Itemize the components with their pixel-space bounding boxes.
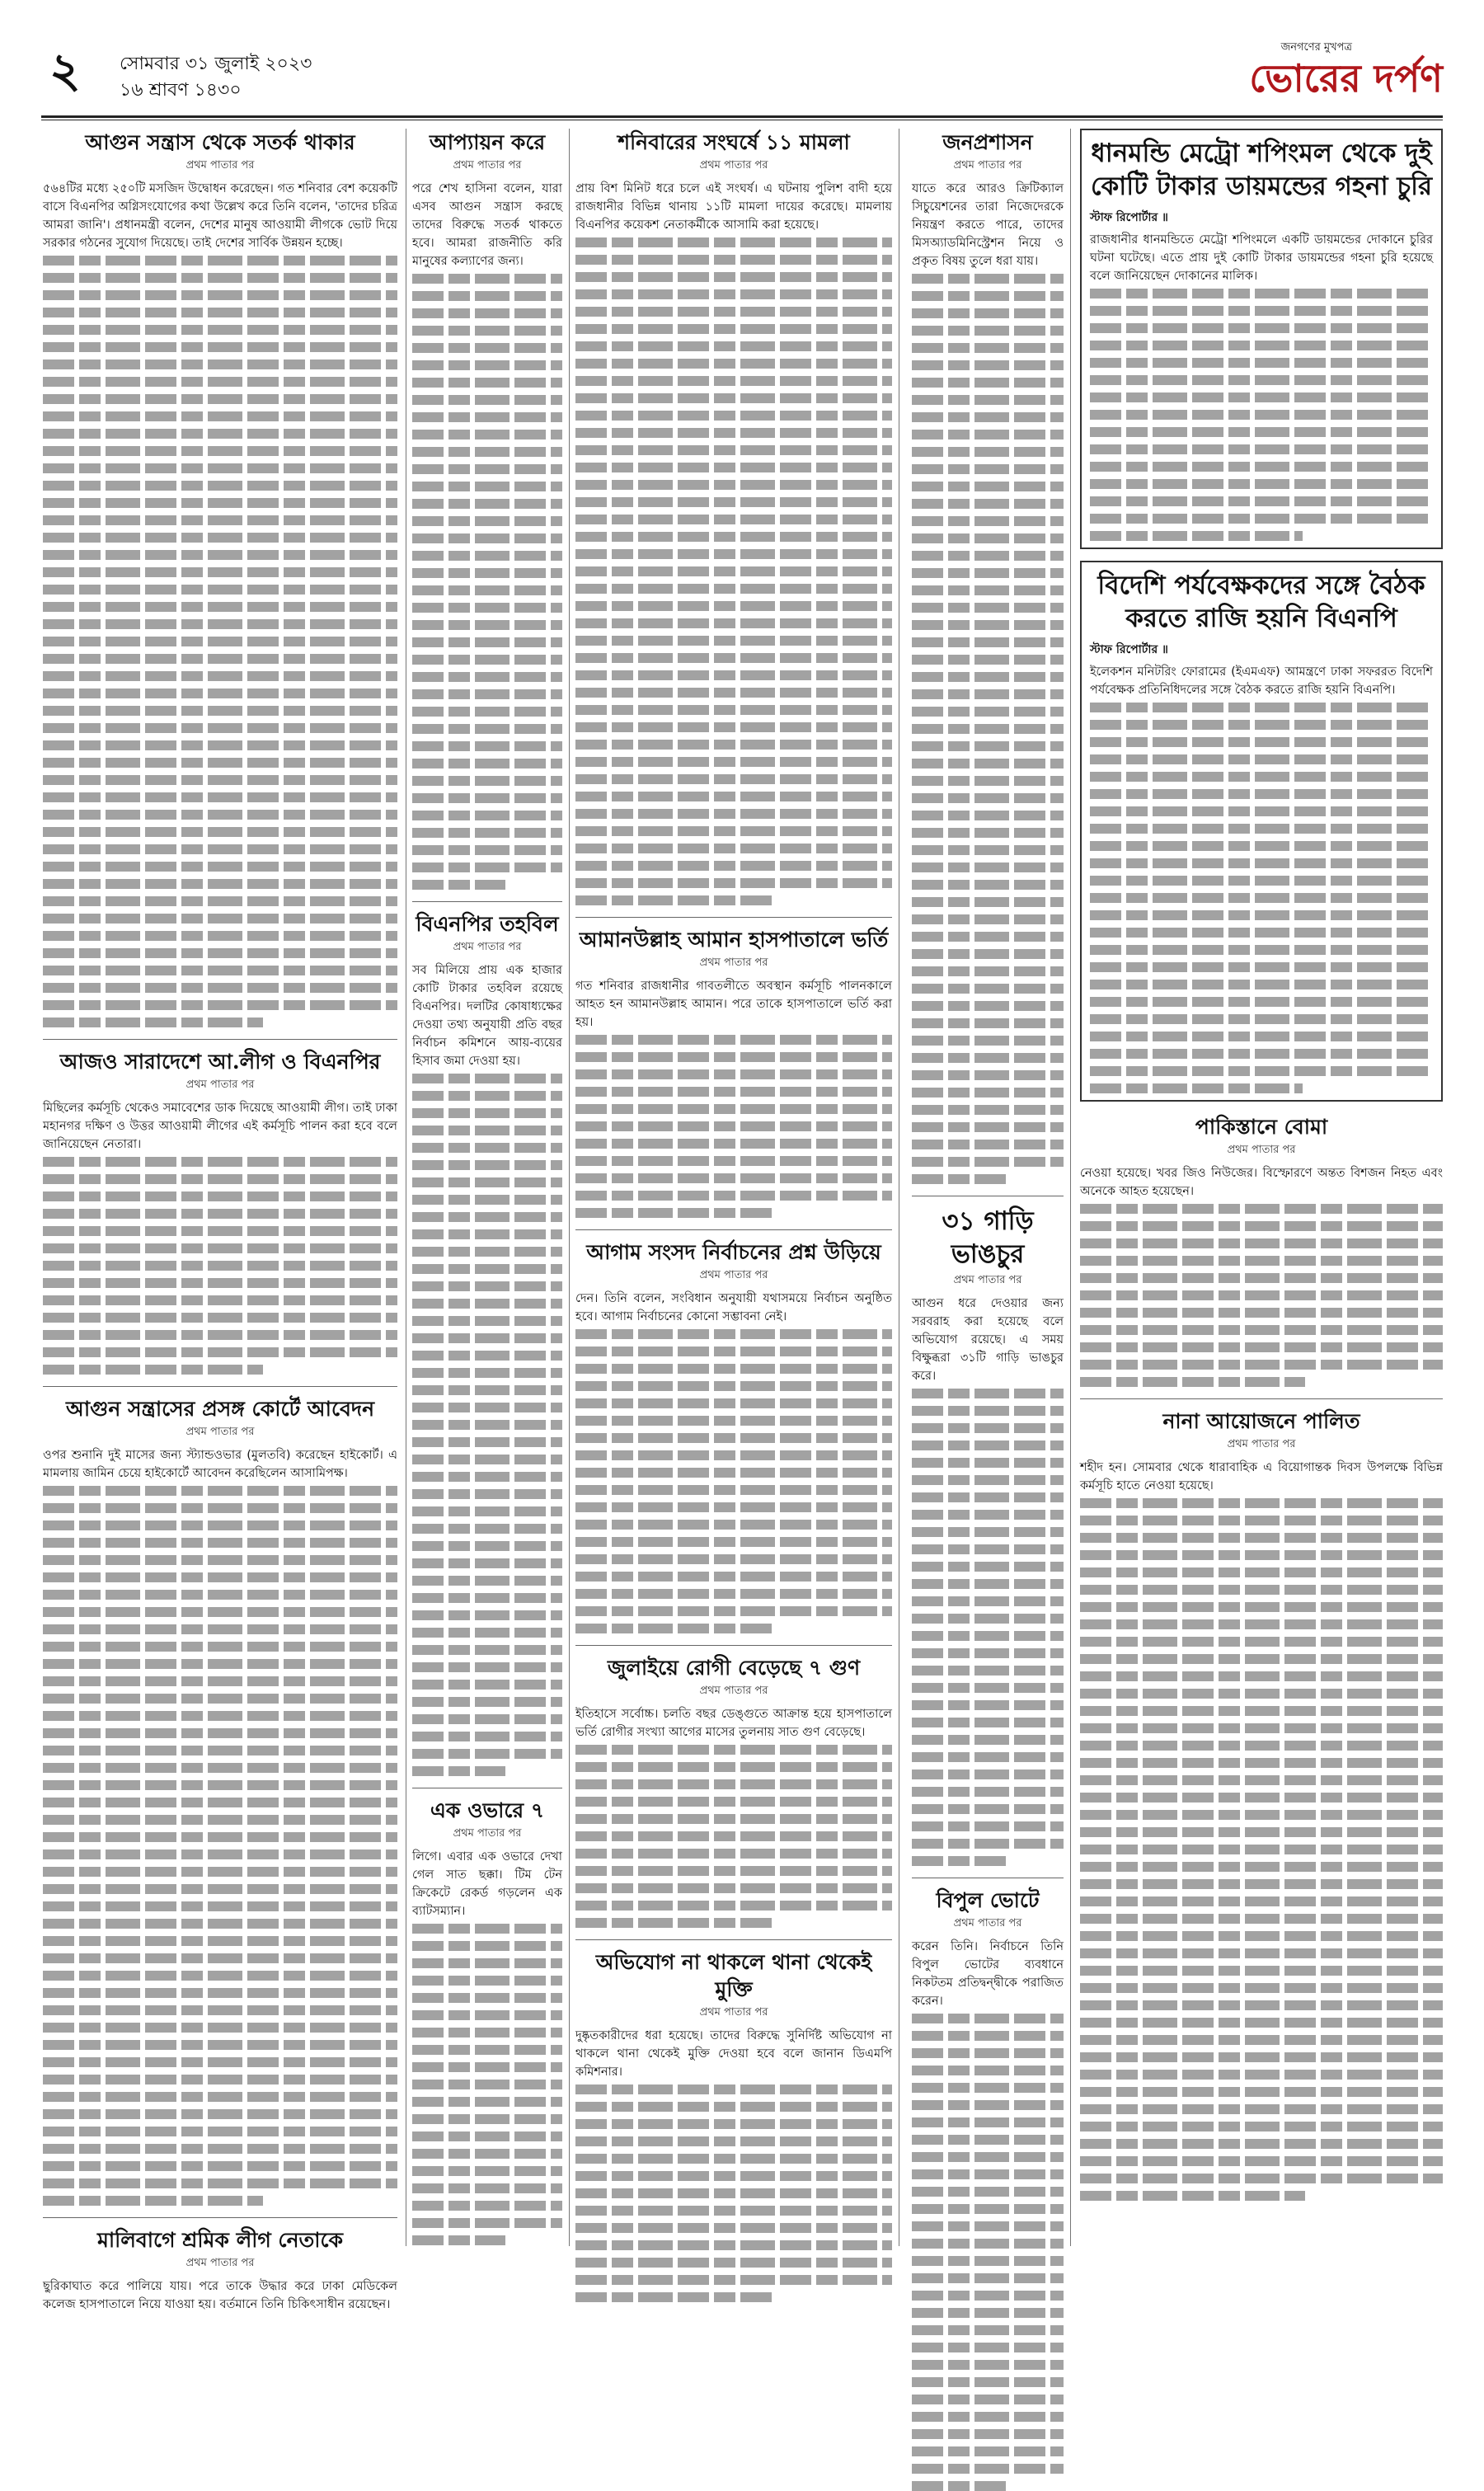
story-one-over	[412, 1797, 562, 2245]
body-copy	[575, 2081, 892, 2302]
column-5	[1080, 129, 1443, 2246]
column-3	[575, 129, 892, 2246]
story-text: আগুন ধরে দেওয়ার জন্য সরবরাহ করা হয়েছে বলে অভিযোগ রয়েছে। এ সময় বিক্ষুব্ধরা ৩১টি গাড়ি ভাঙচুর করে।	[912, 1297, 1064, 1383]
story-text: ছুরিকাঘাত করে পালিয়ে যায়। পরে তাকে উদ্ধার করে ঢাকা মেডিকেল কলেজ হাসপাতালে নিয়ে যাওয়া হয়। বর্তমানে তিনি চিকিৎসাধীন রয়েছেন।	[43, 2280, 397, 2311]
column-4	[912, 129, 1064, 2246]
column-1	[43, 129, 397, 2311]
body-copy	[575, 1741, 892, 1928]
body-copy	[1080, 1201, 1443, 1387]
continuation-label: প্রথম পাতার পর	[186, 159, 255, 172]
continuation-label: প্রথম পাতার পর	[186, 1079, 255, 1091]
story-text: গত শনিবার রাজধানীর গাবতলীতে অবস্থান কর্মসূচি পালনকালে আহত হন আমানউল্লাহ আমান। পরে তাকে হাসপাতালে ভর্তি করা হয়।	[575, 980, 892, 1029]
story-fire-terror	[43, 129, 397, 1027]
story-bnp-observers	[1080, 561, 1443, 1102]
story-text: দুষ্কৃতকারীদের ধরা হয়েছে। তাদের বিরুদ্ধে সুনির্দিষ্ট অভিযোগ না থাকলে থানা থেকেই মুক্তি দেওয়া হবে বলে জানান ডিএমপি কমিশনার।	[575, 2029, 892, 2079]
continuation-label: প্রথম পাতার পর	[699, 159, 768, 172]
headline: মালিবাগে শ্রমিক লীগ নেতাকে	[96, 2228, 344, 2252]
newspaper-logo	[1249, 40, 1443, 100]
story-text: সব মিলিয়ে প্রায় এক হাজার কোটি টাকার তহবিল রয়েছে বিএনপির। দলটির কোষাধ্যক্ষের দেওয়া তথ্য অনুযায়ী প্রতি বছর নির্বাচন কমিশনে আয়-ব্যয়ের হিসাব জমা দেওয়া হয়।	[412, 964, 562, 1068]
headline: অভিযোগ না থাকলে থানা থেকেই মুক্তি	[595, 1950, 872, 2001]
story-public-admin	[912, 129, 1064, 1184]
headline: ৩১ গাড়ি ভাঙচুর	[942, 1206, 1034, 1269]
byline: স্টাফ রিপোর্টার ॥	[1090, 643, 1168, 656]
page-number: ২	[49, 42, 81, 98]
headline: ধানমন্ডি মেট্রো শপিংমল থেকে দুই কোটি টাকার ডায়মন্ডের গহনা চুরি	[1090, 139, 1433, 201]
body-copy	[1090, 285, 1433, 541]
body-copy	[575, 1032, 892, 1218]
story-early-election	[575, 1238, 892, 1633]
continuation-label: প্রথম পাতার পর	[453, 941, 522, 953]
story-text: শহীদ হন। সোমবার থেকে ধারাবাহিক এ বিয়োগান্তক দিবস উপলক্ষে বিভিন্ন কর্মসূচি হাতে নেওয়া হয়েছে।	[1080, 1461, 1443, 1492]
story-text: ইতিহাসে সর্বোচ্চ। চলতি বছর ডেঙ্গুতে আক্রান্ত হয়ে হাসপাতালে ভর্তি রোগীর সংখ্যা আগের মাসের তুলনায় সাত গুণ বেড়েছে।	[575, 1708, 892, 1739]
story-release-from-station	[575, 1948, 892, 2302]
headline: শনিবারের সংঘর্ষে ১১ মামলা	[618, 130, 850, 154]
bengali-date: ১৬ শ্রাবণ ১৪৩০	[120, 80, 242, 101]
story-bnp-fund	[412, 910, 562, 1776]
headline: এক ওভারে ৭	[430, 1798, 545, 1822]
story-pakistan-bomb	[1080, 1113, 1443, 1387]
continuation-label: প্রথম পাতার পর	[453, 1827, 522, 1840]
story-text: নেওয়া হয়েছে। খবর জিও নিউজের। বিস্ফোরণে অন্তত বিশজন নিহত এবং অনেকে আহত হয়েছেন।	[1080, 1167, 1443, 1198]
paper-name: ভোরের দর্পণ	[1249, 56, 1443, 101]
headline: আগুন সন্ত্রাসের প্রসঙ্গ কোর্টে আবেদন	[66, 1397, 374, 1421]
story-fire-court	[43, 1395, 397, 2206]
continuation-label: প্রথম পাতার পর	[1227, 1438, 1296, 1450]
story-hospitality	[412, 129, 562, 890]
story-aman-hospital	[575, 926, 892, 1218]
body-copy	[575, 234, 892, 905]
body-copy	[912, 270, 1064, 1184]
gregorian-date: সোমবার ৩১ জুলাই ২০২৩	[120, 54, 312, 74]
continuation-label: প্রথম পাতার পর	[953, 159, 1022, 172]
headline: আমানউল্লাহ আমান হাসপাতালে ভর্তি	[579, 928, 889, 952]
story-landslide-vote	[912, 1887, 1064, 2491]
body-copy	[43, 1483, 397, 2206]
body-copy	[43, 1154, 397, 1375]
story-malibagh	[43, 2226, 397, 2314]
body-copy	[1080, 1495, 1443, 2201]
story-observed	[1080, 1408, 1443, 2201]
column-divider	[1070, 129, 1071, 2246]
body-copy	[412, 270, 562, 890]
body-copy	[912, 2010, 1064, 2491]
story-text: দেন। তিনি বলেন, সংবিধান অনুযায়ী যথাসময়ে নির্বাচন অনুষ্ঠিত হবে। আগাম নির্বাচনের কোনো সম্ভাবনা নেই।	[575, 1292, 892, 1323]
continuation-label: প্রথম পাতার পর	[453, 159, 522, 172]
body-copy	[1090, 699, 1433, 1093]
headline: জনপ্রশাসন	[942, 130, 1033, 154]
column-2	[412, 129, 562, 2246]
headline: পাকিস্তানে বোমা	[1195, 1115, 1328, 1139]
continuation-label: প্রথম পাতার পর	[699, 2006, 768, 2019]
date-block	[120, 51, 312, 104]
masthead	[41, 40, 1443, 112]
headline: আজও সারাদেশে আ.লীগ ও বিএনপির	[59, 1050, 381, 1074]
story-text: পরে শেখ হাসিনা বলেন, যারা এসব আগুন সন্ত্রাস করছে তাদের বিরুদ্ধে সতর্ক থাকতে হবে। আমরা রাজনীতি করি মানুষের কল্যাণের জন্য।	[412, 182, 562, 268]
story-text: ইলেকশন মনিটরিং ফোরামের (ইএমএফ) আমন্ত্রণে ঢাকা সফররত বিদেশি পর্যবেক্ষক প্রতিনিধিদলের সঙ্গে বৈঠক করতে রাজি হয়নি বিএনপি।	[1090, 665, 1433, 697]
headline: বিএনপির তহবিল	[416, 912, 559, 936]
story-31-cars	[912, 1205, 1064, 1866]
story-text: করেন তিনি। নির্বাচনে তিনি বিপুল ভোটের ব্যবধানে নিকটতম প্রতিদ্বন্দ্বীকে পরাজিত করেন।	[912, 1940, 1064, 2008]
continuation-label: প্রথম পাতার পর	[699, 1685, 768, 1697]
body-copy	[412, 1070, 562, 1776]
story-text: প্রায় বিশ মিনিট ধরে চলে এই সংঘর্ষ। এ ঘটনায় পুলিশ বাদী হয়ে রাজধানীর বিভিন্ন থানায় ১১টি মামলা দায়ের করেছে। মামলায় বিএনপির কয়েকশ নেতাকর্মীকে আসামি করা হয়েছে।	[575, 182, 892, 232]
headline: আগাম সংসদ নির্বাচনের প্রশ্ন উড়িয়ে	[586, 1240, 881, 1264]
headline: বিপুল ভোটে	[936, 1888, 1040, 1912]
continuation-label: প্রথম পাতার পর	[186, 1426, 255, 1438]
continuation-label: প্রথম পাতার পর	[699, 1269, 768, 1281]
continuation-label: প্রথম পাতার পর	[699, 956, 768, 969]
headline: আগুন সন্ত্রাস থেকে সতর্ক থাকার	[85, 130, 355, 154]
column-divider	[569, 129, 570, 2246]
story-text: যাতে করে আরও ক্রিটিক্যাল সিচুয়েশনের তারা নিজেদেরকে নিয়ন্ত্রণ করতে পারে, তাদের মিসঅ্যাডমিনিস্ট্রেশন নিয়ে ও প্রকৃত বিষয় তুলে ধরা যায়।	[912, 182, 1064, 268]
body-copy	[412, 1920, 562, 2245]
story-dengue-july	[575, 1654, 892, 1928]
story-text: ৫৬৪টির মধ্যে ২৫০টি মসজিদ উদ্বোধন করেছেন। গত শনিবার বেশ কয়েকটি বাসে বিএনপির অগ্নিসংযোগের কথা উল্লেখ করে তিনি বলেন, 'তাদের চরিত্র আমরা জানি'। প্রধানমন্ত্রী বলেন, দেশের মানুষ আওয়ামী লীগকে ভোট দিয়ে সরকার গঠনের সুযোগ দিয়েছে। তাই দেশের সার্বিক উন্নয়ন হচ্ছে।	[43, 182, 397, 250]
continuation-label: প্রথম পাতার পর	[186, 2257, 255, 2269]
paper-tagline: জনগণের মুখপত্র	[1280, 41, 1352, 54]
story-dhanmondi-theft	[1080, 129, 1443, 549]
headline: জুলাইয়ে রোগী বেড়েছে ৭ গুণ	[607, 1656, 861, 1680]
story-al-bnp-today	[43, 1048, 397, 1375]
body-copy	[43, 252, 397, 1027]
story-text: রাজধানীর ধানমন্ডিতে মেট্রো শপিংমলে একটি ডায়মন্ডের দোকানে চুরির ঘটনা ঘটেছে। এতে প্রায় দুই কোটি টাকার ডায়মন্ডের গহনা চুরি হয়েছে বলে জানিয়েছেন দোকানের মালিক।	[1090, 233, 1433, 283]
story-text: লিগে। এবার এক ওভারে দেখা গেল সাত ছক্কা। টিম টেন ক্রিকেটে রেকর্ড গড়লেন এক ব্যাটসম্যান।	[412, 1850, 562, 1918]
header-rule	[41, 115, 1443, 118]
headline: বিদেশি পর্যবেক্ষকদের সঙ্গে বৈঠক করতে রাজি হয়নি বিএনপি	[1097, 571, 1425, 633]
body-copy	[912, 1385, 1064, 1866]
continuation-label: প্রথম পাতার পর	[953, 1917, 1022, 1929]
story-text: ওপর শুনানি দুই মাসের জন্য স্ট্যান্ডওভার (মুলতবি) করেছেন হাইকোর্ট। এ মামলায় জামিন চেয়ে হাইকোর্টে আবেদন করেছিলেন আসামিপক্ষ।	[43, 1449, 397, 1480]
body-copy	[575, 1326, 892, 1633]
headline: নানা আয়োজনে পালিত	[1162, 1409, 1360, 1433]
byline: স্টাফ রিপোর্টার ॥	[1090, 211, 1168, 224]
headline: আপ্যায়ন করে	[429, 130, 546, 154]
continuation-label: প্রথম পাতার পর	[953, 1274, 1022, 1286]
story-saturday-clash	[575, 129, 892, 905]
continuation-label: প্রথম পাতার পর	[1227, 1144, 1296, 1156]
story-text: মিছিলের কর্মসূচি থেকেও সমাবেশের ডাক দিয়েছে আওয়ামী লীগ। তাই ঢাকা মহানগর দক্ষিণ ও উত্তর আওয়ামী লীগের এই কর্মসূচি পালন করা হবে বলে জানিয়েছেন নেতারা।	[43, 1102, 397, 1151]
